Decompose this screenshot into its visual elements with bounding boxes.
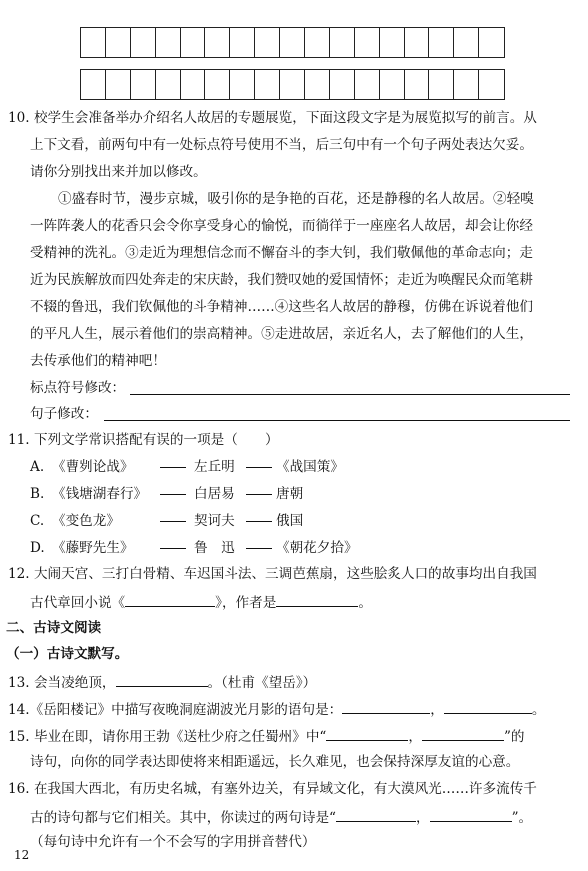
dash-separator bbox=[246, 494, 272, 495]
option-letter: A. bbox=[30, 459, 45, 475]
grid-cell[interactable] bbox=[355, 28, 380, 57]
q10-passage-line: 不辍的鲁迅，我们钦佩他的斗争精神……④这些名人故居的静穆，仿佛在诉说着他们 bbox=[30, 299, 533, 315]
q14-answer-blank-2[interactable] bbox=[444, 699, 532, 714]
dash-separator bbox=[246, 548, 272, 549]
grid-cell[interactable] bbox=[106, 28, 131, 57]
grid-cell[interactable] bbox=[454, 70, 479, 99]
option-source: 俄国 bbox=[276, 513, 304, 529]
q11-stem: 11. 下列文学常识搭配有误的一项是（ ） bbox=[8, 432, 279, 448]
grid-cell[interactable] bbox=[106, 70, 131, 99]
q11-option-d[interactable] bbox=[30, 539, 358, 557]
grid-cell[interactable] bbox=[81, 70, 106, 99]
q12-stem-line-2 bbox=[30, 592, 372, 612]
author-blank[interactable] bbox=[276, 592, 358, 607]
grid-cell[interactable] bbox=[429, 28, 454, 57]
grid-cell[interactable] bbox=[479, 70, 504, 99]
q16-text-a: 古的诗句都与它们相关。其中，你读过的两句诗是“ bbox=[30, 810, 337, 826]
q10-passage-line: 近为民族解放而四处奔走的宋庆龄，我们赞叹她的爱国情怀；走近为唤醒民众而笔耕 bbox=[30, 272, 533, 288]
grid-cell[interactable] bbox=[355, 70, 380, 99]
page-number: 12 bbox=[14, 848, 30, 862]
grid-cell[interactable] bbox=[156, 28, 181, 57]
q16-text-c: ”。 bbox=[511, 810, 533, 826]
dash-separator bbox=[246, 521, 272, 522]
q16-line-1: 16. 在我国大西北，有历史名城，有塞外边关，有异域文化，有大漠风光……许多流传千 bbox=[8, 781, 537, 797]
q16-line-2 bbox=[30, 807, 532, 827]
grid-cell[interactable] bbox=[280, 28, 305, 57]
novel-title-blank[interactable] bbox=[125, 592, 215, 607]
q12-text-c: 。 bbox=[358, 595, 372, 611]
option-letter: B. bbox=[30, 486, 45, 502]
q14-text-a: 14.《岳阳楼记》中描写夜晚洞庭湖波光月影的语句是： bbox=[8, 702, 343, 718]
option-source: 唐朝 bbox=[276, 486, 304, 502]
q10-passage-line: 一阵阵袭人的花香只会令你享受身心的愉悦，而徜徉于一座座名人故居，却会让你经 bbox=[30, 218, 533, 234]
dash-separator bbox=[160, 467, 186, 468]
q12-text-a: 古代章回小说《 bbox=[30, 595, 126, 611]
grid-cell[interactable] bbox=[205, 70, 230, 99]
q13-line bbox=[8, 672, 316, 692]
grid-cell[interactable] bbox=[156, 70, 181, 99]
q15-answer-blank-1[interactable] bbox=[326, 726, 408, 741]
q13-text-b: 。（杜甫《望岳》） bbox=[207, 675, 317, 691]
grid-cell[interactable] bbox=[230, 70, 255, 99]
grid-cell[interactable] bbox=[131, 28, 156, 57]
q14-answer-blank-1[interactable] bbox=[342, 699, 430, 714]
grid-cell[interactable] bbox=[380, 28, 405, 57]
q10-stem-line-1: 10. 校学生会准备举办介绍名人故居的专题展览，下面这段文字是为展览拟写的前言。从 bbox=[8, 110, 537, 126]
q14-text-c: 。 bbox=[531, 702, 546, 718]
q12-text-b: 》，作者是 bbox=[215, 595, 277, 611]
q10-stem-line-2: 上下文看，前两句中有一处标点符号使用不当，后三句中有一个句子两处表达欠妥。 bbox=[30, 137, 533, 153]
subsection-heading: （一）古诗文默写。 bbox=[6, 646, 129, 662]
grid-cell[interactable] bbox=[479, 28, 504, 57]
grid-cell[interactable] bbox=[454, 28, 479, 57]
q11-option-a[interactable] bbox=[30, 458, 344, 476]
option-source: 《朝花夕拾》 bbox=[276, 540, 358, 556]
grid-cell[interactable] bbox=[255, 70, 280, 99]
option-work: 《钱塘湖春行》 bbox=[52, 486, 148, 502]
q10-passage-line: 去传承他们的精神吧！ bbox=[30, 353, 166, 369]
q10-passage-line: 受精神的洗礼。③走近为理想信念而不懈奋斗的李大钊，我们敬佩他的革命志向；走 bbox=[30, 245, 533, 261]
q11-option-c[interactable] bbox=[30, 512, 303, 530]
dash-separator bbox=[160, 521, 186, 522]
option-work: 《曹刿论战》 bbox=[52, 459, 134, 475]
grid-cell[interactable] bbox=[81, 28, 106, 57]
q10-stem-line-3: 请你分别找出来并加以修改。 bbox=[30, 164, 207, 180]
grid-cell[interactable] bbox=[305, 70, 330, 99]
option-source: 《战国策》 bbox=[276, 459, 344, 475]
grid-cell[interactable] bbox=[330, 28, 355, 57]
q12-stem-line-1: 12. 大闹天宫、三打白骨精、车迟国斗法、三调芭蕉扇，这些脍炙人口的故事均出自我国 bbox=[8, 566, 537, 582]
option-work: 《变色龙》 bbox=[52, 513, 120, 529]
grid-cell[interactable] bbox=[380, 70, 405, 99]
q16-answer-blank-2[interactable] bbox=[430, 807, 512, 822]
grid-cell[interactable] bbox=[205, 28, 230, 57]
q16-text-b: ， bbox=[416, 810, 430, 826]
q15-text-c: ”的 bbox=[503, 729, 525, 745]
option-work: 《藤野先生》 bbox=[52, 540, 134, 556]
grid-cell[interactable] bbox=[429, 70, 454, 99]
dash-separator bbox=[246, 467, 272, 468]
grid-cell[interactable] bbox=[305, 28, 330, 57]
punctuation-fix-answer-line[interactable] bbox=[130, 394, 570, 395]
answer-grid-row-1[interactable] bbox=[80, 27, 505, 58]
option-letter: D. bbox=[30, 540, 45, 556]
q15-line-2: 诗句，向你的同学表达即使将来相距遥远，长久难见，也会保持深厚友谊的心意。 bbox=[30, 754, 520, 770]
dash-separator bbox=[160, 548, 186, 549]
answer-grid-row-2[interactable] bbox=[80, 69, 505, 100]
option-author: 白居易 bbox=[194, 486, 235, 502]
grid-cell[interactable] bbox=[131, 70, 156, 99]
option-author: 左丘明 bbox=[194, 459, 235, 475]
section-heading: 二、古诗文阅读 bbox=[6, 620, 102, 636]
punctuation-fix-label: 标点符号修改： bbox=[30, 380, 126, 396]
grid-cell[interactable] bbox=[330, 70, 355, 99]
grid-cell[interactable] bbox=[405, 28, 430, 57]
q15-text-a: 15. 毕业在即，请你用王勃《送杜少府之任蜀州》中“ bbox=[8, 729, 327, 745]
grid-cell[interactable] bbox=[181, 28, 206, 57]
grid-cell[interactable] bbox=[280, 70, 305, 99]
q16-answer-blank-1[interactable] bbox=[336, 807, 416, 822]
q15-answer-blank-2[interactable] bbox=[422, 726, 504, 741]
q10-passage-line: 的平凡人生，展示着他们的崇高精神。⑤走进故居，亲近名人，去了解他们的人生， bbox=[30, 326, 533, 342]
q11-option-b[interactable] bbox=[30, 485, 303, 503]
q10-passage-line: ①盛春时节，漫步京城，吸引你的是争艳的百花，还是静穆的名人故居。②轻嗅 bbox=[58, 191, 534, 207]
q15-text-b: ， bbox=[408, 729, 422, 745]
dash-separator bbox=[160, 494, 186, 495]
q14-text-b: ， bbox=[430, 702, 444, 718]
grid-cell[interactable] bbox=[230, 28, 255, 57]
q14-line bbox=[8, 699, 545, 719]
option-letter: C. bbox=[30, 513, 45, 529]
q13-text-a: 13. 会当凌绝顶， bbox=[8, 675, 116, 691]
sentence-fix-label: 句子修改： bbox=[30, 406, 98, 422]
option-author: 契诃夫 bbox=[194, 513, 235, 529]
q16-note: （每句诗中允许有一个不会写的字用拼音替代） bbox=[30, 834, 316, 850]
grid-cell[interactable] bbox=[405, 70, 430, 99]
q13-answer-blank[interactable] bbox=[116, 672, 208, 687]
sentence-fix-answer-line[interactable] bbox=[104, 420, 570, 421]
q15-line-1 bbox=[8, 726, 525, 746]
grid-cell[interactable] bbox=[181, 70, 206, 99]
grid-cell[interactable] bbox=[255, 28, 280, 57]
option-author: 鲁 迅 bbox=[194, 540, 235, 556]
